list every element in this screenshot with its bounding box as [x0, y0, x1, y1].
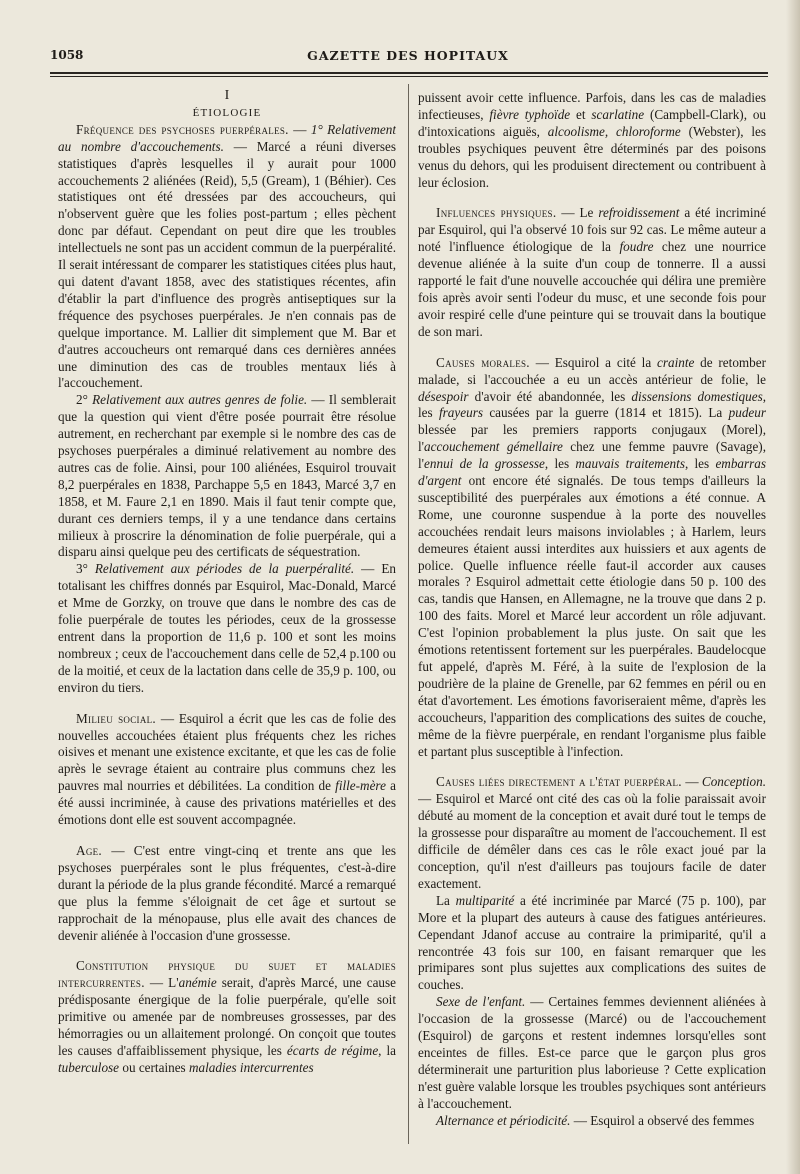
text-r3-8: , les — [544, 456, 576, 472]
text-age: — C'est entre vingt-cinq et trente ans que les psychoses puerpérales sont le plus fréquentes, c'est-à-dire durant la période de la plus grande fécondité. Marcé a remarqué que plus la femme s'éloignait de cet âge et surtout se rapprochait de la ménopause, plus elle avait des chances de devenir aliénée à l'occasion d'une grossesse. — [58, 842, 396, 943]
text-r1-4: (Webster), les troubles psychiques peuvent être déterminés par des poisons venus du dehors, qui les produisent directement ou contribuent à leur éclosion. — [418, 123, 766, 190]
page-header — [50, 46, 766, 68]
em-fille-mere: fille-mère — [335, 778, 386, 794]
text-r4-1: — Esquirol et Marcé ont cité des cas où la folie paraissait avoir débuté au moment de la conception et avait duré tout le temps de la grossesse pour disparaître au moment de l'accouchement. Il est difficile de démêler dans ces cas le rôle exact joué par la conception, qu'il n'est d'ailleurs pas toujours facile de dater exactement. — [418, 791, 766, 891]
text-r3-1: — Esquirol a cité la — [529, 354, 657, 370]
em-alternance: Alternance et périodicité. — [436, 1112, 571, 1128]
subhead-constitution: Constitution physique du sujet et maladies intercurrentes. — [58, 958, 396, 991]
text-r2-3: chez une nourrice devenue aliénée à la suite d'un coup de tonnerre. Il a aussi rapporté le fait d'une nouvelle accouchée qui délira une première fois après avoir senti l'odeur du musc, et une seconde fois pour avoir respiré celle d'une peinture qui se trouvait dans la boutique de son mari. — [418, 239, 766, 339]
em-pudeur: pudeur — [728, 405, 766, 421]
page-edge-shadow — [786, 0, 800, 1174]
paragraph-periodes — [58, 561, 396, 696]
subhead-morales: Causes morales. — [436, 354, 530, 370]
em-desespoir: désespoir — [418, 388, 469, 404]
right-column — [418, 90, 766, 1140]
text-r3-7: chez une femme pauvre (Savage), l' — [418, 439, 766, 472]
subhead-periodes: Relativement aux périodes de la puerpéralité. — [94, 561, 355, 577]
text-r3-6: blessée par les premiers rapports conjugaux (Morel), l' — [418, 422, 766, 455]
text-r1-2: et — [570, 106, 592, 122]
em-multiparite: multiparité — [455, 892, 515, 908]
text-r3-2: de retomber malade, si l'accouchée a eu un accès antérieur de folie, le — [418, 354, 766, 387]
column-divider — [408, 84, 409, 1144]
paragraph-physiques — [418, 205, 766, 340]
text-periodes: — En totalisant les chiffres donnés par Esquirol, Mac-Donald, Marcé et Mme de Gorzky, on trouve que dans le nombre des cas de folie puerpérale de toutes les périodes, ceux de la grossesse entrent dans la proportion de 11,6 p. 100 et sont les moins nombreux ; ceux de l'accouchement dans celle de 52,4 p.100 ou de la moitié, et ceux de la lactation dans celle de 35,9 p. 100, ou environ du tiers. — [58, 561, 396, 695]
text-r5-2: a été incriminée par Marcé (75 p. 100), par More et la plupart des auteurs à cause des fatigues antérieures. Cependant Jdanof accuse au contraire la primiparité, qu'il a rencontrée 43 fois sur 100, en faisant remarquer que les primipares sont plus sujettes aux complications des suites de couches. — [418, 892, 766, 993]
text-r3-5: causées par la guerre (1814 et 1815). La — [482, 405, 729, 421]
subhead-frequence-sub: 1° Relativement au nombre d'accouchements. — [58, 121, 396, 154]
text-r2-1: — Le — [556, 205, 599, 221]
header-rule-thin — [50, 76, 768, 77]
em-ecarts: écarts de régime — [286, 1042, 379, 1058]
paragraph-multiparite — [418, 893, 766, 994]
subhead-milieu: Milieu social. — [76, 710, 157, 726]
subhead-frequence: Fréquence des psychoses puerpérales. — [76, 121, 289, 137]
page-number: 1058 — [50, 48, 84, 62]
em-gemellaire: accouchement gémellaire — [424, 439, 563, 455]
em-refroidissement: refroidissement — [598, 205, 680, 221]
subhead-genres: Relativement aux autres genres de folie. — [92, 392, 308, 408]
text-const-3: , la — [378, 1042, 396, 1058]
em-foudre: foudre — [619, 239, 654, 255]
journal-title: GAZETTE DES HOPITAUX — [307, 48, 509, 63]
paragraph-constitution — [58, 958, 396, 1076]
em-alcoolisme: alcoolisme, chloroforme — [547, 123, 681, 139]
em-scarlatine: scarlatine — [591, 106, 645, 122]
text-r6-1: — Certaines femmes deviennent aliénées à l'occasion de la grossesse (Marcé) ou de l'accouchement (Esquirol) de garçons et restent indemnes lorsqu'elles sont enceintes de filles. Est-ce parce que le garçon plus gros déterminerait une parturition plus laborieuse ? Cette explication n'est guère valable lorsque les troubles psychiques sont antérieurs à l'accouchement. — [418, 994, 766, 1111]
em-traitements: mauvais traitements — [575, 456, 685, 472]
text-r1-1: puissent avoir cette influence. Parfois, dans les cas de maladies infectieuses, — [418, 90, 766, 122]
text-r5-1: La — [436, 892, 456, 908]
section-title: ÉTIOLOGIE — [192, 106, 262, 119]
text-genres: — Il semblerait que la question qui vient d'être posée pourrait être résolue autrement, en recherchant par exemple si le nombre des cas de psychoses puerpérales a diminué relativement au nombre des autres cas de folie. Ainsi, pour 100 aliénées, Esquirol trouvait 8,2 puerpérales en 1838, Parchappe 5,5 en 1843, Marcé 3,7 en 1858, et M. Faure 2,1 en 1890. Mais il faut tenir compte que, durant ces derniers temps, il y a une tendance dans certains milieux à proscrire la dénomination de folie puerpérale, qui a disparu ainsi quelque peu des certificats de séquestration. — [58, 392, 396, 560]
text-r4-0: — — [681, 774, 702, 790]
header-rule-thick — [50, 72, 768, 74]
em-ennui: ennui de la grossesse — [424, 456, 545, 472]
num-3: 3° — [76, 561, 95, 577]
text-r3-10: ont encore été signalés. De tous temps d'ailleurs la susceptibilité des puerpérales aux émotions a été connue. A Rome, une couronne suspendue à la porte des nouvelles accouchées rendait leurs maisons inviolables ; à Harlem, leurs demeures étaient aussi interdites aux huissiers et aux agents de police. Quelle influence réelle faut-il accorder aux causes morales ? Esquirol admettait cette étiologie dans 50 p. 100 des cas, tandis que Hansen, en Allemagne, ne la trouve que dans 2 p. 100 des faits. Morel et Marcé leur accordent un rôle adjuvant. C'est l'opinion probablement la plus juste. On sait que les émotions retentissent fortement sur les puerpérales. Baudelocque fut appelé, d'après M. Féré, à la suite de l'explosion de la poudrière de la plaine de Grenelle, par 62 femmes en péril ou en état d'avortement. Les émotions favoriseraient même, d'après les accoucheurs, l'apparition des complications des suites de couche, même de la fièvre puerpérale, en rendant l'organisme plus faible et partant plus susceptible à l'infection. — [418, 473, 766, 759]
em-tuberculose: tuberculose — [58, 1059, 120, 1075]
num-2: 2° — [76, 392, 93, 408]
em-sexe: Sexe de l'enfant. — [436, 994, 526, 1010]
section-numeral: I — [224, 88, 230, 103]
em-fievre: fièvre typhoïde — [489, 106, 571, 122]
text-const-4: ou certaines — [119, 1059, 189, 1075]
subhead-physiques: Influences physiques. — [436, 205, 557, 221]
text-r2-2: a été incriminé par Esquirol, qui l'a observé 10 fois sur 92 cas. Le même auteur a noté l'influence étiologique de la — [418, 205, 766, 255]
text-const-1: — L' — [144, 975, 179, 991]
paragraph-continuation — [418, 90, 766, 191]
paragraph-sexe — [418, 994, 766, 1112]
em-conception: Conception. — [701, 774, 766, 790]
em-dissensions: dissensions domestiques — [631, 388, 763, 404]
em-frayeurs: frayeurs — [439, 405, 483, 421]
paragraph-etat-puerperal — [418, 774, 766, 892]
subhead-etat-puerperal: Causes liées directement a l'état puerpéral. — [436, 774, 682, 790]
em-maladies: maladies intercurrentes — [188, 1059, 314, 1075]
text-const-2: serait, d'après Marcé, une cause prédisposante énergique de la folie puerpérale, qu'elle soit primitive ou amenée par de nombreuses grossesses, par des hémorragies ou un allaitement prolongé. On conçoit que toutes les causes d'affaiblissement physique, les — [58, 975, 396, 1058]
text-r3-9: , les — [684, 456, 716, 472]
text-r3-3: d'avoir été abandonnée, les — [468, 388, 632, 404]
text-r1-3: (Campbell-Clark), ou d'intoxications aiguës, — [418, 106, 766, 139]
em-anemie: anémie — [178, 975, 217, 991]
paragraph-frequence: Fréquence des psychoses puerpérales. — 1° Relativement au nombre d'accouchements. — Marcé a réuni diverses statistiques d'après lesquelles il y aurait pour 1000 accouchements 2 aliénées (Reid), 5,5 (Gream), 1 (Béhier). Ces statistiques ont été dressées par des accoucheurs, qui n'observent guère que les folies post-partum ; elles pèchent donc par défaut. Cependant on peut dire que les troubles intellectuels ne sont pas un accident commun de la puerpéralité. Il serait intéressant de comparer les statistiques citées plus haut, qui datent d'avant 1858, avec des statistiques récentes, afin d'établir la part d'influence des progrès antiseptiques sur la fréquence des psychoses puerpérales. Je n'en connais pas de quelque importance. M. Lallier dit simplement que M. Bar et d'autres accoucheurs ont remarqué dans ces dernières années une diminution des cas de troubles mentaux liés à l'accouchement. — [58, 121, 396, 391]
text-milieu-1: — Esquirol a écrit que les cas de folie des nouvelles accouchées étaient plus fréquents chez les riches oisives et menant une existence excitante, et que les cas de folie après le sevrage étaient au contraire plus communs chez les pauvres mal nourries et débilitées. La condition de — [58, 710, 396, 794]
subhead-age: Age. — [76, 842, 103, 858]
paragraph-milieu — [58, 711, 396, 829]
paragraph-age — [58, 843, 396, 944]
paragraph-morales — [418, 355, 766, 761]
paragraph-genres — [58, 392, 396, 561]
paragraph-alternance — [418, 1113, 766, 1130]
em-argent: embarras d'argent — [418, 456, 766, 489]
text-milieu-2: a été aussi incriminée, à cause des privations matérielles et des émotions dont elle est souvent accompagnée. — [58, 778, 396, 828]
text-r3-4: , les — [418, 388, 766, 421]
text-frequence: — Marcé a réuni diverses statistiques d'après lesquelles il y aurait pour 1000 accouchements 2 aliénées (Reid), 5,5 (Gream), 1 (Béhier). Ces statistiques ont été dressées par des accoucheurs, qui n'observent guère que les folies post-partum ; elles pèchent donc par défaut. Cependant on peut dire que les troubles intellectuels ne sont pas un accident commun de la puerpéralité. Il serait intéressant de comparer les statistiques citées plus haut, qui datent d'avant 1858, avec des statistiques récentes, afin d'établir la part d'influence des progrès antiseptiques sur la fréquence des psychoses puerpérales. Je n'en connais pas de quelque importance. M. Lallier dit simplement que M. Bar et d'autres accoucheurs ont remarqué dans ces dernières années une diminution des cas de troubles mentaux liés à l'accouchement. — [58, 138, 396, 391]
em-crainte: crainte — [657, 354, 695, 370]
text-r7-1: — Esquirol a observé des femmes — [570, 1112, 755, 1128]
left-column — [58, 88, 396, 1138]
